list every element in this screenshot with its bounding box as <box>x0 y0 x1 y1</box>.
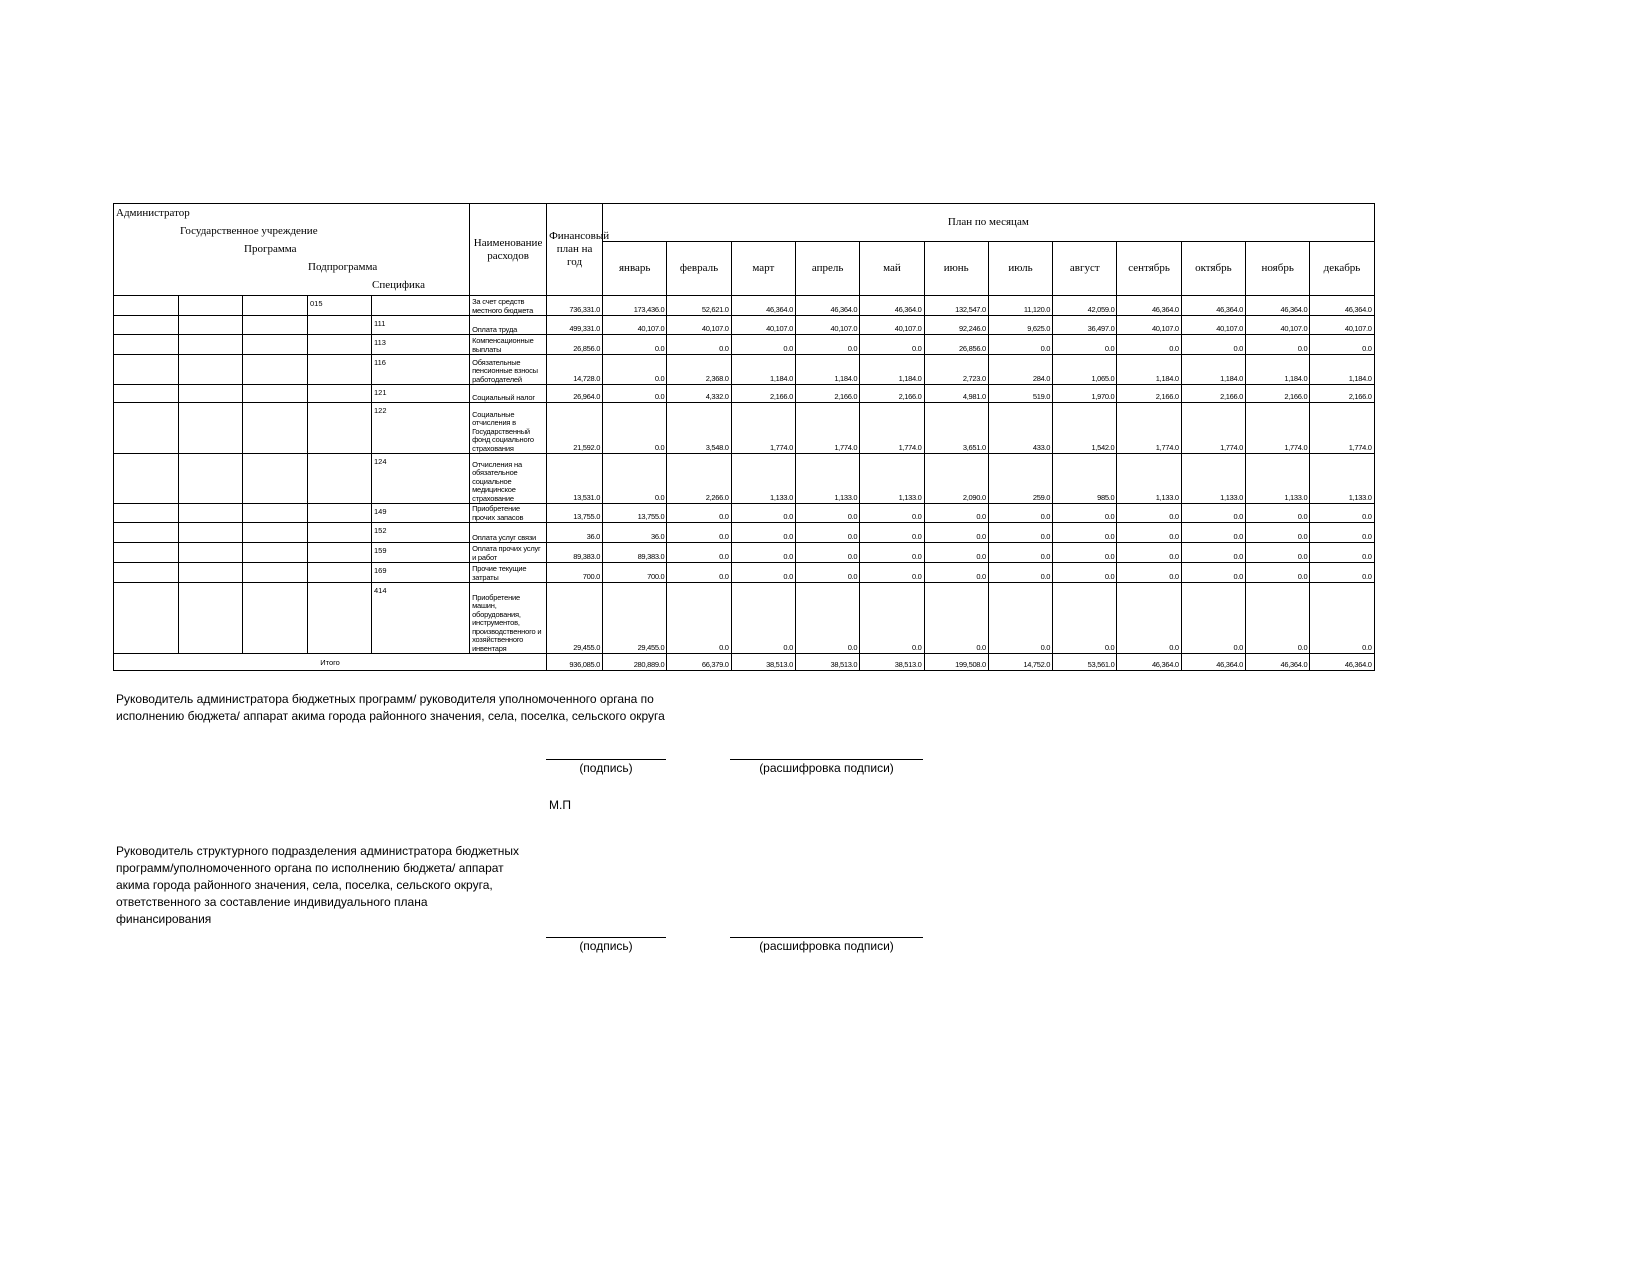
empty-cell <box>114 543 179 563</box>
month-value: 40,107.0 <box>1246 316 1310 335</box>
month-value: 0.0 <box>603 385 667 403</box>
specifics-code: 124 <box>372 454 470 504</box>
month-value: 0.0 <box>1181 335 1245 355</box>
month-value: 0.0 <box>860 543 924 563</box>
month-value: 173,436.0 <box>603 296 667 316</box>
classification-header <box>114 204 470 296</box>
month-value: 700.0 <box>603 563 667 583</box>
month-value: 0.0 <box>1117 583 1181 654</box>
month-value: 0.0 <box>731 523 795 543</box>
header-administrator: Администратор <box>116 207 190 219</box>
header-subprogram: Подпрограмма <box>308 261 378 273</box>
subprogram-code <box>308 523 372 543</box>
decode-label-1: (расшифровка подписи) <box>759 761 894 775</box>
header-month-11: ноябрь <box>1246 242 1310 296</box>
month-value: 92,246.0 <box>924 316 988 335</box>
month-value: 0.0 <box>860 583 924 654</box>
header-month-4: апрель <box>795 242 859 296</box>
specifics-code: 149 <box>372 504 470 523</box>
empty-cell <box>243 454 308 504</box>
month-value: 26,856.0 <box>924 335 988 355</box>
annual-plan-value: 700.0 <box>547 563 603 583</box>
month-value: 0.0 <box>1181 523 1245 543</box>
total-month-value: 46,364.0 <box>1181 654 1245 671</box>
specifics-code <box>372 296 470 316</box>
month-value: 89,383.0 <box>603 543 667 563</box>
month-value: 13,755.0 <box>603 504 667 523</box>
month-value: 2,266.0 <box>667 454 731 504</box>
month-value: 1,133.0 <box>1310 454 1374 504</box>
month-value: 0.0 <box>988 563 1052 583</box>
month-value: 0.0 <box>924 543 988 563</box>
decode-line-1 <box>730 759 923 760</box>
month-value: 1,774.0 <box>1117 403 1181 454</box>
empty-cell <box>114 296 179 316</box>
total-row <box>114 654 1375 671</box>
month-value: 0.0 <box>1053 543 1117 563</box>
month-value: 46,364.0 <box>860 296 924 316</box>
empty-cell <box>243 355 308 385</box>
month-value: 0.0 <box>860 563 924 583</box>
empty-cell <box>243 316 308 335</box>
month-value: 433.0 <box>988 403 1052 454</box>
table-row <box>114 296 1375 316</box>
empty-cell <box>243 563 308 583</box>
month-value: 36.0 <box>603 523 667 543</box>
month-value: 259.0 <box>988 454 1052 504</box>
decode-label-2: (расшифровка подписи) <box>759 939 894 953</box>
empty-cell <box>114 583 179 654</box>
header-institution: Государственное учреждение <box>180 225 318 237</box>
month-value: 0.0 <box>731 504 795 523</box>
total-label: Итого <box>114 654 547 671</box>
month-value: 0.0 <box>1053 523 1117 543</box>
month-value: 46,364.0 <box>1181 296 1245 316</box>
annual-plan-value: 29,455.0 <box>547 583 603 654</box>
expense-name: Прочие текущие затраты <box>470 563 547 583</box>
month-value: 2,166.0 <box>795 385 859 403</box>
expense-name: Отчисления на обязательное социальное медицинское страхование <box>470 454 547 504</box>
month-value: 1,774.0 <box>860 403 924 454</box>
subprogram-code <box>308 385 372 403</box>
signature-label-2: (подпись) <box>579 939 633 953</box>
month-value: 0.0 <box>1117 563 1181 583</box>
month-value: 1,774.0 <box>1246 403 1310 454</box>
month-value: 11,120.0 <box>988 296 1052 316</box>
month-value: 1,774.0 <box>1310 403 1374 454</box>
month-value: 40,107.0 <box>1181 316 1245 335</box>
month-value: 4,981.0 <box>924 385 988 403</box>
month-value: 0.0 <box>795 504 859 523</box>
month-value: 0.0 <box>1310 583 1374 654</box>
month-value: 2,166.0 <box>731 385 795 403</box>
month-value: 284.0 <box>988 355 1052 385</box>
empty-cell <box>114 523 179 543</box>
month-value: 0.0 <box>795 583 859 654</box>
month-value: 2,723.0 <box>924 355 988 385</box>
month-value: 0.0 <box>731 563 795 583</box>
signature-block-2-title: Руководитель структурного подразделения администратора бюджетных программ/уполномоченного органа по исполнению бюджета/ аппарат акима города районного значения, села, поселка, сельского округа, ответственного за составление индивидуального плана финансирования <box>116 844 520 926</box>
empty-cell <box>179 523 243 543</box>
subprogram-code <box>308 583 372 654</box>
specifics-code: 414 <box>372 583 470 654</box>
stamp-label: М.П <box>549 798 571 812</box>
specifics-code: 152 <box>372 523 470 543</box>
month-value: 0.0 <box>1053 563 1117 583</box>
month-value: 1,970.0 <box>1053 385 1117 403</box>
empty-cell <box>179 504 243 523</box>
specifics-code: 121 <box>372 385 470 403</box>
month-value: 3,548.0 <box>667 403 731 454</box>
month-value: 0.0 <box>924 583 988 654</box>
month-value: 0.0 <box>1246 583 1310 654</box>
expense-name: Оплата услуг связи <box>470 523 547 543</box>
financing-plan-table <box>113 203 1375 671</box>
month-value: 2,166.0 <box>1117 385 1181 403</box>
month-value: 46,364.0 <box>731 296 795 316</box>
annual-plan-value: 36.0 <box>547 523 603 543</box>
month-value: 52,621.0 <box>667 296 731 316</box>
month-value: 36,497.0 <box>1053 316 1117 335</box>
total-month-value: 199,508.0 <box>924 654 988 671</box>
empty-cell <box>114 335 179 355</box>
month-value: 0.0 <box>603 454 667 504</box>
empty-cell <box>243 504 308 523</box>
month-value: 2,166.0 <box>1246 385 1310 403</box>
total-month-value: 280,889.0 <box>603 654 667 671</box>
month-value: 0.0 <box>1181 563 1245 583</box>
header-month-1: январь <box>603 242 667 296</box>
header-program: Программа <box>244 243 297 255</box>
month-value: 40,107.0 <box>731 316 795 335</box>
empty-cell <box>243 296 308 316</box>
header-month-3: март <box>731 242 795 296</box>
specifics-code: 169 <box>372 563 470 583</box>
specifics-code: 116 <box>372 355 470 385</box>
empty-cell <box>179 296 243 316</box>
month-value: 40,107.0 <box>603 316 667 335</box>
signature-block-1-title: Руководитель администратора бюджетных программ/ руководителя уполномоченного органа по исполнению бюджета/ аппарат акима города районного значения, села, поселка, сельского округа <box>116 692 665 723</box>
expense-name: Обязательные пенсионные взносы работодателей <box>470 355 547 385</box>
month-value: 0.0 <box>667 523 731 543</box>
table-row <box>114 355 1375 385</box>
annual-plan-value: 89,383.0 <box>547 543 603 563</box>
expense-name: За счет средств местного бюджета <box>470 296 547 316</box>
empty-cell <box>114 454 179 504</box>
month-value: 0.0 <box>795 563 859 583</box>
month-value: 42,059.0 <box>1053 296 1117 316</box>
specifics-code: 113 <box>372 335 470 355</box>
month-value: 1,133.0 <box>731 454 795 504</box>
month-value: 0.0 <box>860 504 924 523</box>
expense-name: Компенсационные выплаты <box>470 335 547 355</box>
table-row <box>114 385 1375 403</box>
expense-name: Приобретение машин, оборудования, инструментов, производственного и хозяйственного инвентаря <box>470 583 547 654</box>
table-row <box>114 403 1375 454</box>
annual-plan-value: 736,331.0 <box>547 296 603 316</box>
month-value: 40,107.0 <box>795 316 859 335</box>
month-value: 46,364.0 <box>1310 296 1374 316</box>
table-row <box>114 335 1375 355</box>
empty-cell <box>243 385 308 403</box>
month-value: 0.0 <box>988 543 1052 563</box>
subprogram-code <box>308 563 372 583</box>
empty-cell <box>179 355 243 385</box>
month-value: 3,651.0 <box>924 403 988 454</box>
month-value: 1,133.0 <box>795 454 859 504</box>
subprogram-code <box>308 316 372 335</box>
month-value: 1,133.0 <box>1181 454 1245 504</box>
header-annual-plan: Финансовый план на год <box>547 204 603 296</box>
empty-cell <box>243 335 308 355</box>
empty-cell <box>179 563 243 583</box>
month-value: 0.0 <box>1117 504 1181 523</box>
month-value: 0.0 <box>1181 543 1245 563</box>
expense-name: Социальный налог <box>470 385 547 403</box>
total-month-value: 38,513.0 <box>731 654 795 671</box>
specifics-code: 122 <box>372 403 470 454</box>
total-month-value: 53,561.0 <box>1053 654 1117 671</box>
month-value: 0.0 <box>1310 543 1374 563</box>
expense-name: Приобретение прочих запасов <box>470 504 547 523</box>
month-value: 2,368.0 <box>667 355 731 385</box>
month-value: 0.0 <box>667 335 731 355</box>
empty-cell <box>179 335 243 355</box>
month-value: 1,065.0 <box>1053 355 1117 385</box>
month-value: 0.0 <box>1181 504 1245 523</box>
month-value: 0.0 <box>1181 583 1245 654</box>
subprogram-code <box>308 504 372 523</box>
month-value: 0.0 <box>988 523 1052 543</box>
subprogram-code <box>308 335 372 355</box>
month-value: 0.0 <box>1246 563 1310 583</box>
header-expense-name: Наименование расходов <box>470 204 547 296</box>
total-month-value: 46,364.0 <box>1246 654 1310 671</box>
header-month-9: сентябрь <box>1117 242 1181 296</box>
annual-plan-value: 13,755.0 <box>547 504 603 523</box>
month-value: 0.0 <box>667 543 731 563</box>
table-row <box>114 543 1375 563</box>
table-row <box>114 583 1375 654</box>
month-value: 0.0 <box>667 504 731 523</box>
month-value: 0.0 <box>603 355 667 385</box>
month-value: 40,107.0 <box>1117 316 1181 335</box>
month-value: 0.0 <box>1310 504 1374 523</box>
month-value: 46,364.0 <box>795 296 859 316</box>
month-value: 0.0 <box>795 543 859 563</box>
month-value: 0.0 <box>1246 335 1310 355</box>
month-value: 1,184.0 <box>1117 355 1181 385</box>
empty-cell <box>179 454 243 504</box>
empty-cell <box>114 316 179 335</box>
header-month-5: май <box>860 242 924 296</box>
month-value: 2,166.0 <box>860 385 924 403</box>
month-value: 0.0 <box>1310 523 1374 543</box>
table-row <box>114 504 1375 523</box>
signature-line-1 <box>546 759 666 760</box>
expense-name: Оплата прочих услуг и работ <box>470 543 547 563</box>
decode-line-2 <box>730 937 923 938</box>
table-row <box>114 563 1375 583</box>
month-value: 1,133.0 <box>1246 454 1310 504</box>
specifics-code: 159 <box>372 543 470 563</box>
month-value: 132,547.0 <box>924 296 988 316</box>
month-value: 1,133.0 <box>860 454 924 504</box>
empty-cell <box>114 385 179 403</box>
total-month-value: 38,513.0 <box>795 654 859 671</box>
month-value: 29,455.0 <box>603 583 667 654</box>
month-value: 2,090.0 <box>924 454 988 504</box>
total-month-value: 38,513.0 <box>860 654 924 671</box>
header-month-12: декабрь <box>1310 242 1374 296</box>
month-value: 40,107.0 <box>667 316 731 335</box>
month-value: 0.0 <box>1117 523 1181 543</box>
table-row <box>114 454 1375 504</box>
month-value: 0.0 <box>988 504 1052 523</box>
total-month-value: 66,379.0 <box>667 654 731 671</box>
annual-plan-value: 26,964.0 <box>547 385 603 403</box>
annual-plan-value: 21,592.0 <box>547 403 603 454</box>
month-value: 2,166.0 <box>1310 385 1374 403</box>
month-value: 0.0 <box>860 335 924 355</box>
header-month-6: июнь <box>924 242 988 296</box>
month-value: 0.0 <box>1053 335 1117 355</box>
month-value: 519.0 <box>988 385 1052 403</box>
month-value: 1,542.0 <box>1053 403 1117 454</box>
month-value: 1,184.0 <box>795 355 859 385</box>
month-value: 40,107.0 <box>1310 316 1374 335</box>
month-value: 1,774.0 <box>1181 403 1245 454</box>
subprogram-code <box>308 355 372 385</box>
month-value: 0.0 <box>924 563 988 583</box>
month-value: 1,184.0 <box>1246 355 1310 385</box>
month-value: 1,133.0 <box>1117 454 1181 504</box>
month-value: 0.0 <box>860 523 924 543</box>
month-value: 9,625.0 <box>988 316 1052 335</box>
specifics-code: 111 <box>372 316 470 335</box>
header-month-10: октябрь <box>1181 242 1245 296</box>
annual-plan-value: 14,728.0 <box>547 355 603 385</box>
table-row <box>114 523 1375 543</box>
signature-line-2 <box>546 937 666 938</box>
empty-cell <box>243 523 308 543</box>
month-value: 2,166.0 <box>1181 385 1245 403</box>
annual-plan-value: 26,856.0 <box>547 335 603 355</box>
month-value: 0.0 <box>603 335 667 355</box>
total-month-value: 14,752.0 <box>988 654 1052 671</box>
month-value: 0.0 <box>1246 523 1310 543</box>
subprogram-code <box>308 454 372 504</box>
month-value: 0.0 <box>795 335 859 355</box>
empty-cell <box>179 316 243 335</box>
empty-cell <box>114 403 179 454</box>
total-month-value: 46,364.0 <box>1310 654 1374 671</box>
month-value: 0.0 <box>603 403 667 454</box>
month-value: 1,184.0 <box>731 355 795 385</box>
signature-label-1: (подпись) <box>579 761 633 775</box>
month-value: 1,774.0 <box>795 403 859 454</box>
empty-cell <box>114 563 179 583</box>
subprogram-code: 015 <box>308 296 372 316</box>
empty-cell <box>243 403 308 454</box>
empty-cell <box>243 583 308 654</box>
month-value: 0.0 <box>1310 563 1374 583</box>
annual-plan-value: 13,531.0 <box>547 454 603 504</box>
month-value: 985.0 <box>1053 454 1117 504</box>
expense-name: Социальные отчисления в Государственный фонд социального страхования <box>470 403 547 454</box>
month-value: 0.0 <box>988 335 1052 355</box>
header-month-2: февраль <box>667 242 731 296</box>
month-value: 0.0 <box>924 523 988 543</box>
empty-cell <box>179 583 243 654</box>
month-value: 0.0 <box>667 563 731 583</box>
total-plan-value: 936,085.0 <box>547 654 603 671</box>
month-value: 0.0 <box>667 583 731 654</box>
header-monthly-plan: План по месяцам <box>603 204 1375 242</box>
month-value: 1,774.0 <box>731 403 795 454</box>
month-value: 0.0 <box>1117 543 1181 563</box>
subprogram-code <box>308 543 372 563</box>
month-value: 0.0 <box>1053 583 1117 654</box>
month-value: 40,107.0 <box>860 316 924 335</box>
empty-cell <box>179 385 243 403</box>
month-value: 1,184.0 <box>1181 355 1245 385</box>
header-month-7: июль <box>988 242 1052 296</box>
month-value: 0.0 <box>988 583 1052 654</box>
month-value: 0.0 <box>795 523 859 543</box>
expense-name: Оплата труда <box>470 316 547 335</box>
annual-plan-value: 499,331.0 <box>547 316 603 335</box>
empty-cell <box>243 543 308 563</box>
month-value: 0.0 <box>1310 335 1374 355</box>
month-value: 0.0 <box>1246 504 1310 523</box>
month-value: 0.0 <box>731 583 795 654</box>
header-month-8: август <box>1053 242 1117 296</box>
table-row <box>114 316 1375 335</box>
total-month-value: 46,364.0 <box>1117 654 1181 671</box>
month-value: 0.0 <box>731 543 795 563</box>
empty-cell <box>114 355 179 385</box>
month-value: 0.0 <box>731 335 795 355</box>
empty-cell <box>179 543 243 563</box>
month-value: 1,184.0 <box>860 355 924 385</box>
month-value: 0.0 <box>1117 335 1181 355</box>
month-value: 46,364.0 <box>1117 296 1181 316</box>
header-specifics: Специфика <box>372 279 425 291</box>
month-value: 0.0 <box>924 504 988 523</box>
empty-cell <box>114 504 179 523</box>
month-value: 46,364.0 <box>1246 296 1310 316</box>
month-value: 1,184.0 <box>1310 355 1374 385</box>
month-value: 0.0 <box>1246 543 1310 563</box>
subprogram-code <box>308 403 372 454</box>
month-value: 0.0 <box>1053 504 1117 523</box>
month-value: 4,332.0 <box>667 385 731 403</box>
empty-cell <box>179 403 243 454</box>
